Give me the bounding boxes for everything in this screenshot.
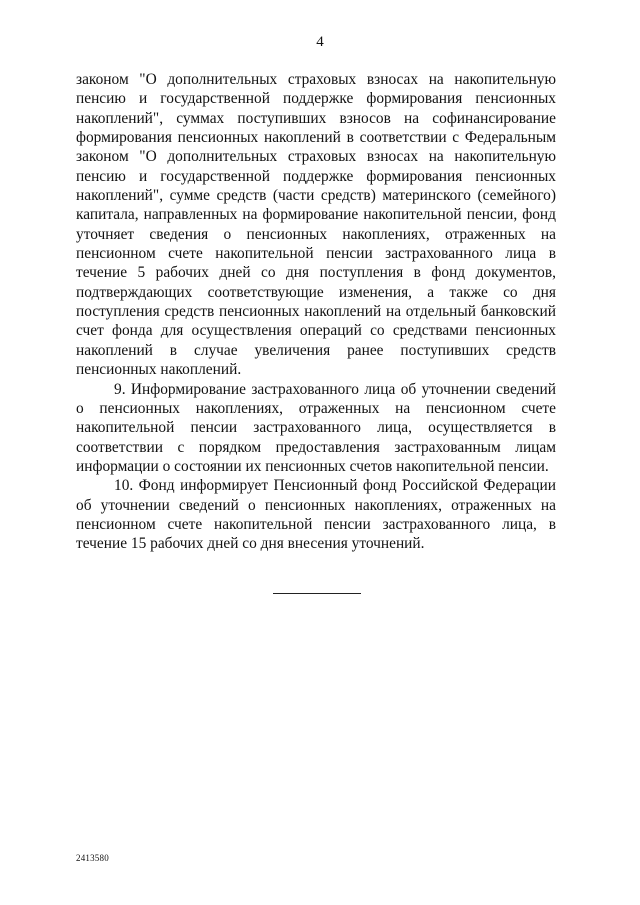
body-text xyxy=(76,70,556,554)
paragraph-item-10: 10. Фонд информирует Пенсионный фонд Российской Федерации об уточнении сведений о пенсионных накоплениях, отраженных на пенсионном счете накопительной пенсии застрахованного лица, в течение 15 рабочих дней со дня внесения уточнений. xyxy=(76,477,556,553)
page-number: 4 xyxy=(316,34,324,50)
document-code: 2413580 xyxy=(76,853,109,863)
end-of-text-rule xyxy=(273,593,361,594)
paragraph-continuation: законом "О дополнительных страховых взносах на накопительную пенсию и государственной поддержке формирования пенсионных накоплений", суммах поступивших взносов на софинансирование формирования пенсионных накоплений в соответствии с Федеральным законом "О дополнительных страховых взносах на накопительную пенсию и государственной поддержке формирования пенсионных накоплений", сумме средств (части средств) материнского (семейного) капитала, направленных на формирование накопительной пенсии, фонд уточняет сведения о пенсионных накоплениях, отраженных на пенсионном счете накопительной пенсии застрахованного лица в течение 5 рабочих дней со дня поступления в фонд документов, подтверждающих соответствующие изменения, а также со дня поступления средств пенсионных накоплений на отдельный банковский счет фонда для осуществления операций со средствами пенсионных накоплений в случае увеличения ранее поступивших средств пенсионных накоплений. xyxy=(76,71,556,379)
paragraph-item-9: 9. Информирование застрахованного лица об уточнении сведений о пенсионных накоплениях, отраженных на пенсионном счете накопительной пенсии застрахованного лица, осуществляется в соответствии с порядком предоставления застрахованным лицам информации о состоянии их пенсионных счетов накопительной пенсии. xyxy=(76,380,556,475)
